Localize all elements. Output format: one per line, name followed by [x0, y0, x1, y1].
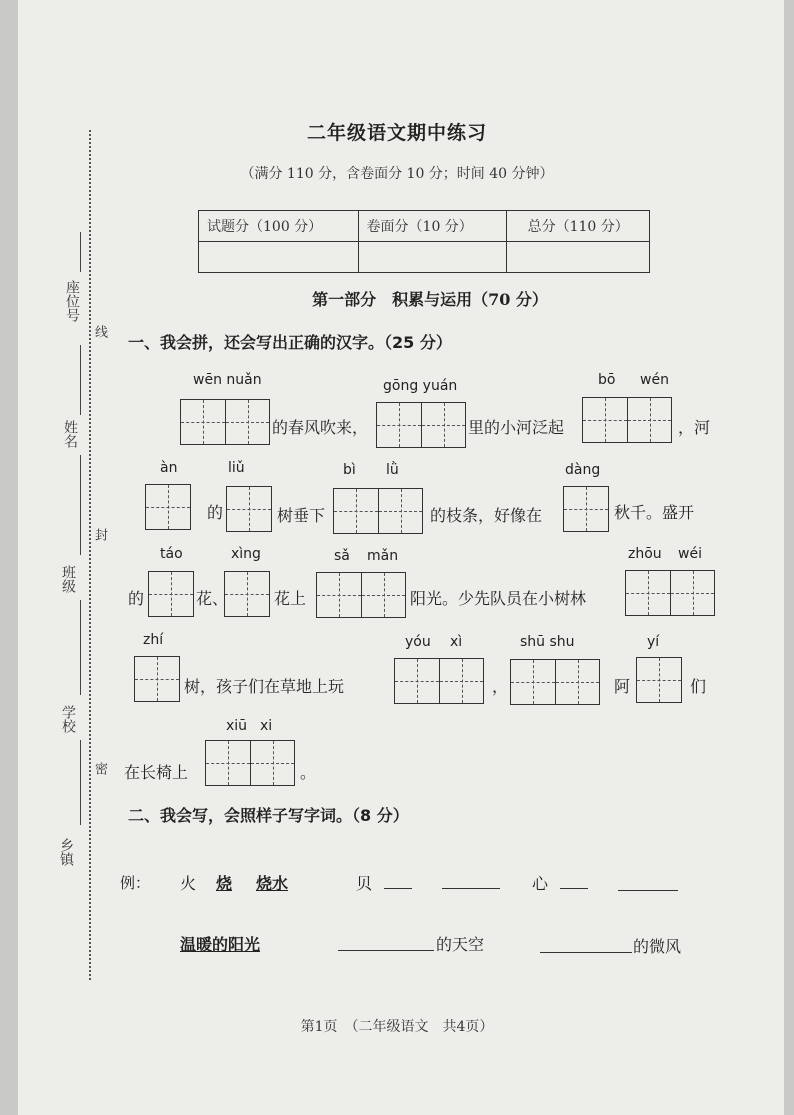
example-word-2: 烧水	[256, 874, 289, 893]
tianzige-box[interactable]	[510, 659, 600, 705]
sentence-text: 花、	[196, 589, 229, 608]
pinyin: àn	[160, 460, 178, 476]
tianzige-box[interactable]	[376, 402, 466, 448]
school-blank	[80, 600, 81, 695]
score-header-total: 总分（110 分）	[507, 211, 650, 242]
score-header-test: 试题分（100 分）	[199, 211, 359, 242]
q2-title: 二、我会写，会照样子写字词。（8 分）	[128, 806, 409, 825]
sentence-text: 们	[690, 677, 707, 696]
score-cell-neatness[interactable]	[358, 242, 507, 273]
pinyin: shū shu	[520, 634, 575, 650]
score-cell-total[interactable]	[507, 242, 650, 273]
tianzige-box[interactable]	[316, 572, 406, 618]
tianzige-box[interactable]	[394, 658, 484, 704]
answer-blank[interactable]	[540, 952, 632, 953]
pinyin: lǜ	[386, 462, 399, 478]
sentence-text: 的枝条，好像在	[430, 506, 543, 525]
pinyin: yóu	[405, 634, 431, 650]
base-char-3: 心	[532, 874, 549, 893]
example-word-1: 烧	[216, 874, 233, 893]
seat-label: 座位号	[64, 280, 80, 322]
page-footer: 第1页 （二年级语文 共4页）	[300, 1019, 494, 1035]
class-label: 班级	[60, 565, 76, 593]
pinyin: wéi	[678, 546, 702, 562]
sentence-text: 的	[128, 589, 145, 608]
tianzige-box[interactable]	[205, 740, 295, 786]
pinyin: gōng yuán	[383, 378, 458, 394]
sentence-text: 树垂下	[277, 506, 326, 525]
pinyin: xì	[450, 634, 463, 650]
town-blank	[80, 740, 81, 825]
score-table	[198, 210, 650, 273]
pinyin: zhí	[143, 632, 164, 648]
pinyin: wēn nuǎn	[193, 372, 262, 388]
pinyin: dàng	[565, 462, 601, 478]
sentence-text: 阿	[614, 677, 631, 696]
sentence-text: 树，孩子们在草地上玩	[184, 677, 345, 696]
phrase-example: 温暖的阳光	[180, 935, 261, 954]
seat-blank	[80, 232, 81, 272]
answer-blank[interactable]	[560, 888, 588, 889]
tianzige-box[interactable]	[134, 656, 180, 702]
q1-title: 一、我会拼，还会写出正确的汉字。（25 分）	[128, 333, 452, 352]
sentence-text: 在长椅上	[124, 763, 189, 782]
pinyin: táo	[160, 546, 183, 562]
pinyin: zhōu	[628, 546, 662, 562]
base-char-2: 贝	[356, 874, 373, 893]
exam-subtitle: （满分 110 分，含卷面分 10 分；时间 40 分钟）	[240, 166, 554, 182]
pinyin: wén	[640, 372, 669, 388]
sentence-text: 花上	[274, 589, 307, 608]
pinyin: liǔ	[228, 460, 245, 476]
score-cell-test[interactable]	[199, 242, 359, 273]
score-header-neatness: 卷面分（10 分）	[358, 211, 507, 242]
tianzige-box[interactable]	[582, 397, 672, 443]
pinyin: mǎn	[367, 548, 399, 564]
binding-dotted-line	[89, 130, 91, 980]
tianzige-box[interactable]	[180, 399, 270, 445]
school-label: 学校	[60, 705, 76, 733]
pinyin: sǎ	[334, 548, 350, 564]
name-blank	[80, 345, 81, 415]
sentence-text: 秋千。盛开	[614, 503, 695, 522]
phrase-suffix: 的微风	[633, 937, 682, 956]
phrase-suffix: 的天空	[436, 935, 485, 954]
part1-heading: 第一部分 积累与运用（70 分）	[312, 290, 548, 309]
secret-mark: 密	[92, 762, 107, 775]
tianzige-box[interactable]	[625, 570, 715, 616]
answer-blank[interactable]	[442, 888, 500, 889]
sentence-text: 。	[300, 763, 317, 782]
line-mark: 线	[92, 325, 107, 338]
pinyin: xìng	[231, 546, 261, 562]
tianzige-box[interactable]	[333, 488, 423, 534]
name-label: 姓名	[62, 420, 78, 448]
tianzige-box[interactable]	[224, 571, 270, 617]
sentence-text: 阳光。少先队员在小树林	[410, 589, 587, 608]
exam-title: 二年级语文期中练习	[306, 122, 487, 144]
pinyin: xiū	[226, 718, 248, 734]
pinyin: bō	[598, 372, 616, 388]
class-blank	[80, 455, 81, 555]
tianzige-box[interactable]	[563, 486, 609, 532]
sentence-text: 里的小河泛起	[468, 418, 565, 437]
tianzige-box[interactable]	[145, 484, 191, 530]
sentence-text: 的春风吹来，	[272, 418, 369, 437]
sentence-text: ，	[492, 677, 509, 696]
example-char: 火	[180, 874, 197, 893]
example-label: 例：	[120, 874, 151, 892]
tianzige-box[interactable]	[636, 657, 682, 703]
answer-blank[interactable]	[384, 888, 412, 889]
pinyin: yí	[647, 634, 660, 650]
tianzige-box[interactable]	[148, 571, 194, 617]
answer-blank[interactable]	[618, 890, 678, 891]
pinyin: xi	[260, 718, 273, 734]
sentence-text: 的	[207, 503, 224, 522]
seal-mark: 封	[92, 528, 107, 541]
town-label: 乡镇	[58, 838, 74, 866]
sentence-text: ，河	[678, 418, 711, 437]
pinyin: bì	[343, 462, 356, 478]
answer-blank[interactable]	[338, 950, 434, 951]
tianzige-box[interactable]	[226, 486, 272, 532]
